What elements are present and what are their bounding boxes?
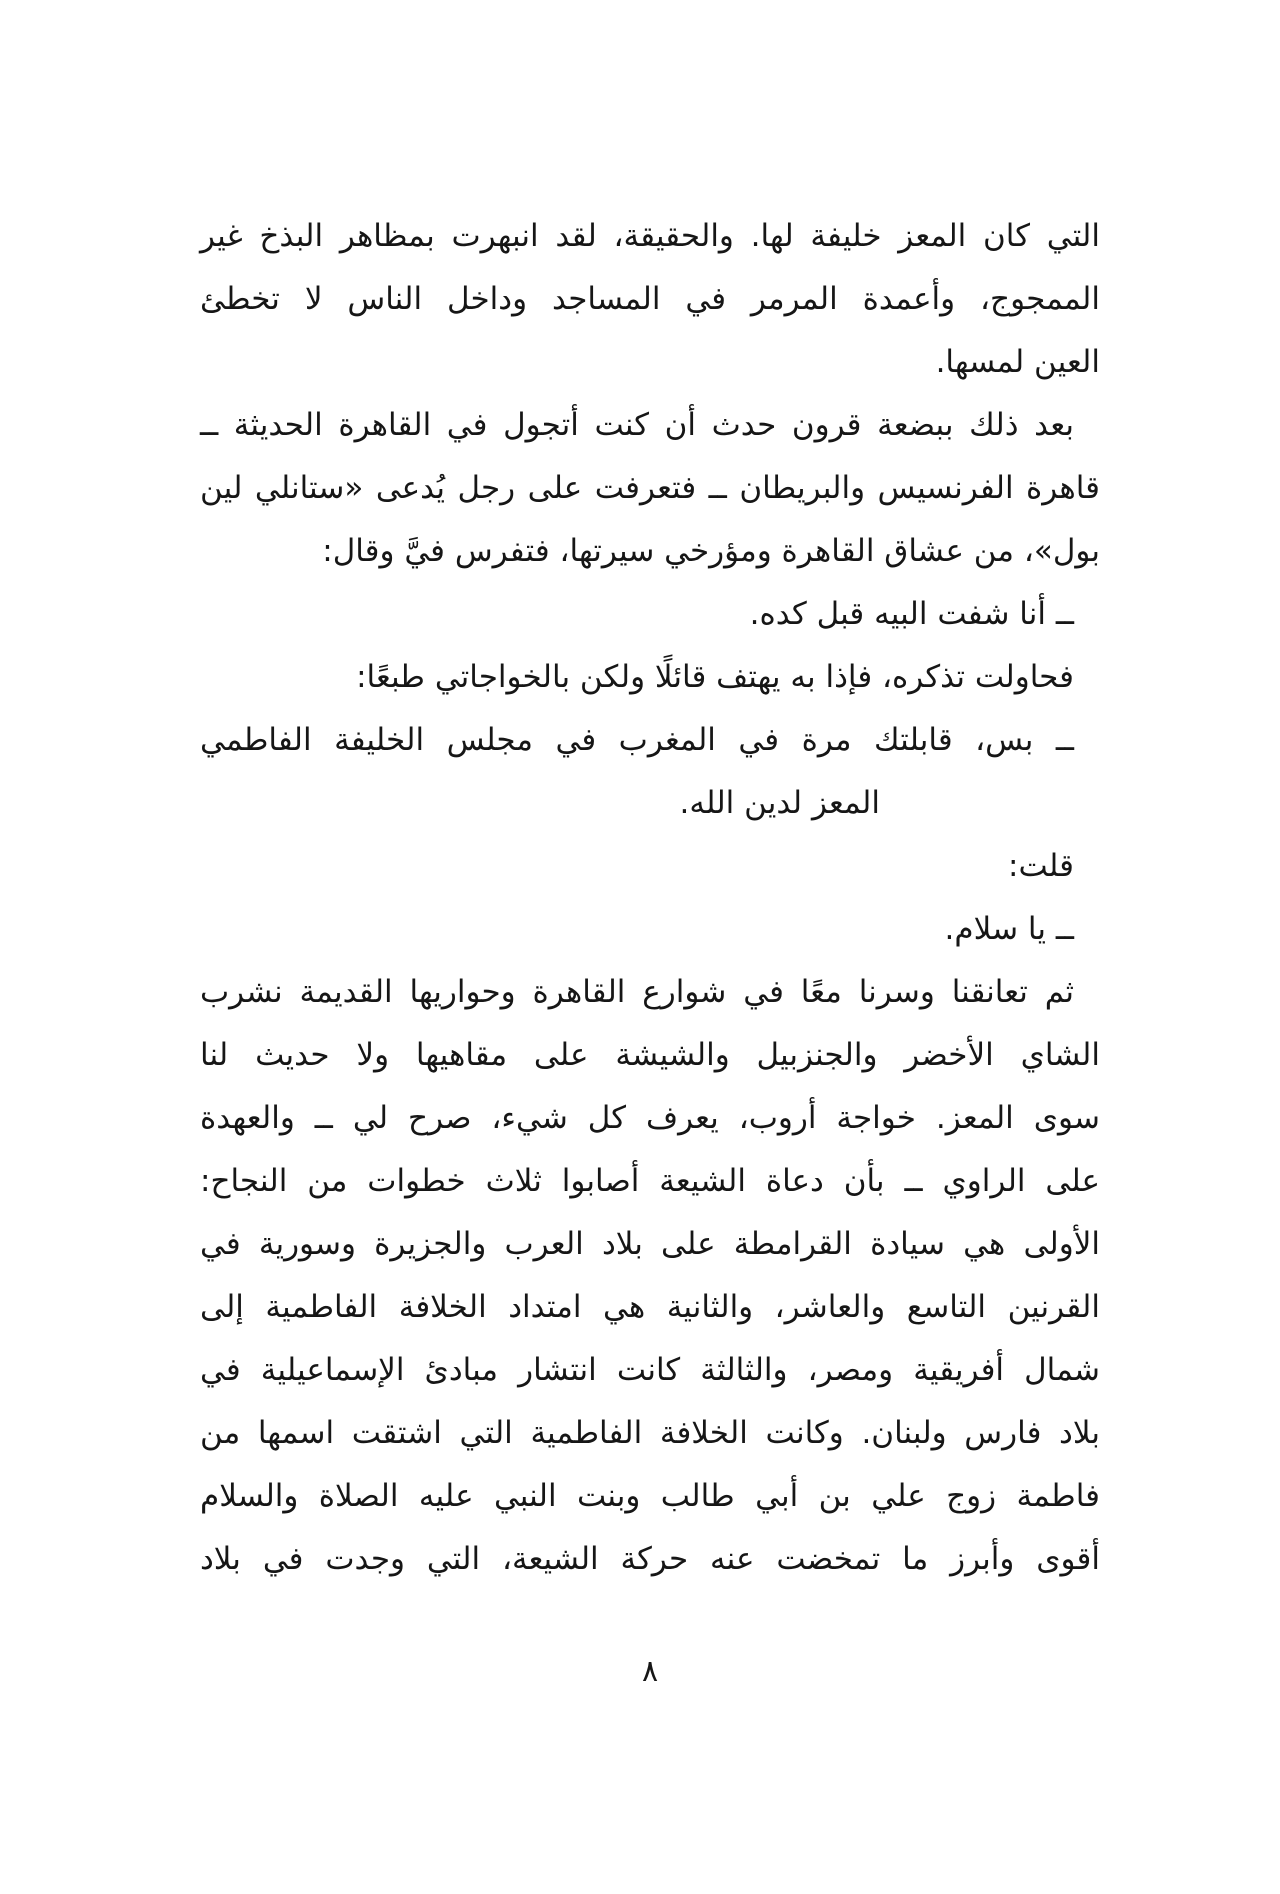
text-line: الممجوج، وأعمدة المرمر في المساجد وداخل الناس لا تخطئ bbox=[200, 281, 1100, 317]
text-line: بول»، من عشاق القاهرة ومؤرخي سيرتها، فتفرس فيَّ وقال: bbox=[322, 533, 1100, 569]
text-line: الأولى هي سيادة القرامطة على بلاد العرب والجزيرة وسورية في bbox=[200, 1226, 1100, 1262]
text-line: على الراوي ــ بأن دعاة الشيعة أصابوا ثلاث خطوات من النجاح: bbox=[200, 1163, 1100, 1199]
text-line: العين لمسها. bbox=[935, 344, 1100, 380]
text-line: بعد ذلك ببضعة قرون حدث أن كنت أتجول في القاهرة الحديثة ــ bbox=[200, 407, 1074, 443]
page-number: ٨ bbox=[641, 1654, 659, 1689]
text-line: ــ يا سلام. bbox=[944, 911, 1074, 947]
text-line: شمال أفريقية ومصر، والثالثة كانت انتشار مبادئ الإسماعيلية في bbox=[200, 1352, 1100, 1388]
text-line: القرنين التاسع والعاشر، والثانية هي امتداد الخلافة الفاطمية إلى bbox=[200, 1289, 1100, 1325]
text-line: فحاولت تذكره، فإذا به يهتف قائلًا ولكن بالخواجاتي طبعًا: bbox=[356, 659, 1074, 695]
text-line: قلت: bbox=[1008, 848, 1074, 884]
text-line: المعز لدين الله. bbox=[679, 785, 880, 821]
text-line: التي كان المعز خليفة لها. والحقيقة، لقد انبهرت بمظاهر البذخ غير bbox=[200, 218, 1100, 254]
text-line: ثم تعانقنا وسرنا معًا في شوارع القاهرة وحواريها القديمة نشرب bbox=[200, 974, 1074, 1010]
text-line: قاهرة الفرنسيس والبريطان ــ فتعرفت على رجل يُدعى «ستانلي لين bbox=[200, 470, 1100, 506]
page-text bbox=[200, 205, 1100, 1591]
text-line: بلاد فارس ولبنان. وكانت الخلافة الفاطمية التي اشتقت اسمها من bbox=[200, 1415, 1100, 1451]
text-line: أقوى وأبرز ما تمخضت عنه حركة الشيعة، التي وجدت في بلاد bbox=[200, 1541, 1100, 1577]
text-line: ــ بس، قابلتك مرة في المغرب في مجلس الخليفة الفاطمي bbox=[200, 722, 1074, 758]
text-line: سوى المعز. خواجة أروب، يعرف كل شيء، صرح لي ــ والعهدة bbox=[200, 1100, 1100, 1136]
text-line: الشاي الأخضر والجنزبيل والشيشة على مقاهيها ولا حديث لنا bbox=[200, 1037, 1100, 1073]
text-line: ــ أنا شفت البيه قبل كده. bbox=[749, 596, 1074, 632]
text-line: فاطمة زوج علي بن أبي طالب وبنت النبي عليه الصلاة والسلام bbox=[200, 1478, 1100, 1514]
